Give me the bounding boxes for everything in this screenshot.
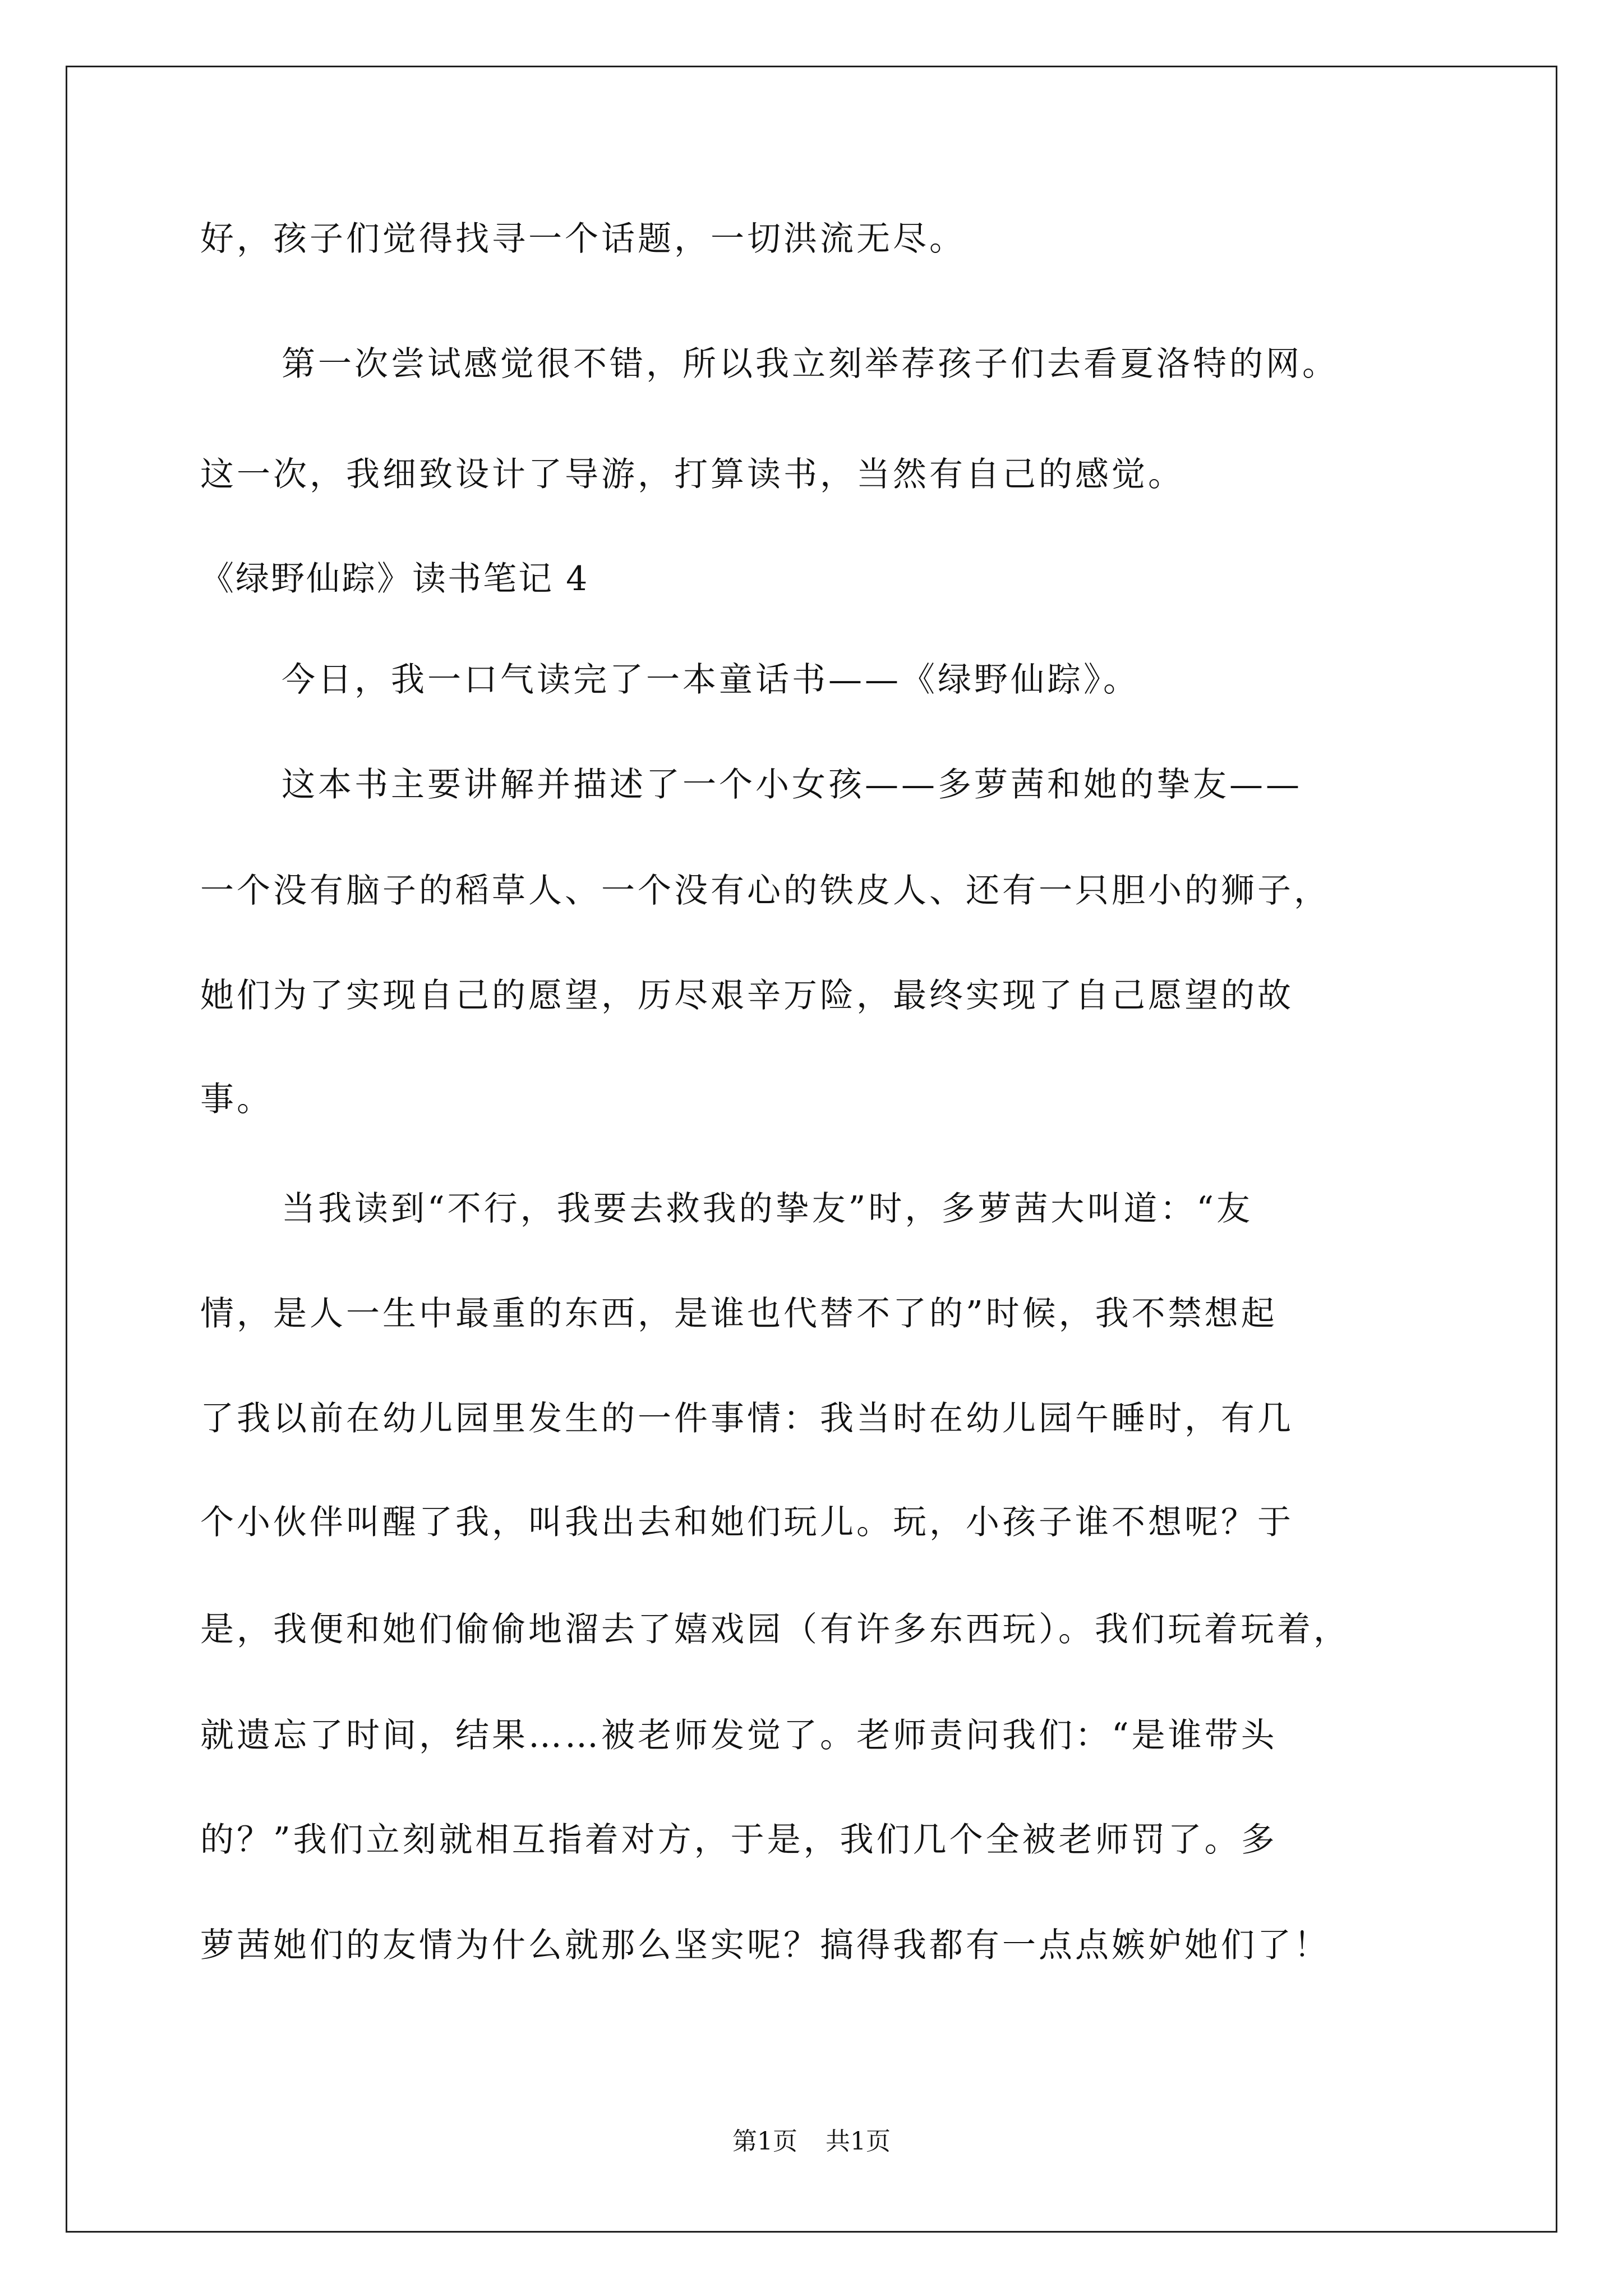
section-title: 《绿野仙踪》读书笔记 4 <box>200 559 589 599</box>
paragraph-line: 事。 <box>200 1080 273 1119</box>
page-number: 第1页 <box>732 2127 797 2156</box>
paragraph-line: 了我以前在幼儿园里发生的一件事情：我当时在幼儿园午睡时，有几 <box>200 1399 1294 1438</box>
paragraph-line: 一个没有脑子的稻草人、一个没有心的铁皮人、还有一只胆小的狮子， <box>200 871 1330 910</box>
paragraph-line: 就遗忘了时间，结果……被老师发觉了。老师责问我们：“是谁带头 <box>200 1716 1278 1755</box>
paragraph-line: 今日，我一口气读完了一本童话书——《绿野仙踪》。 <box>282 660 1140 700</box>
paragraph-line: 好，孩子们觉得找寻一个话题，一切洪流无尽。 <box>200 219 966 259</box>
paragraph-line: 她们为了实现自己的愿望，历尽艰辛万险，最终实现了自己愿望的故 <box>200 976 1294 1015</box>
page-border <box>66 66 1557 2233</box>
paragraph-line: 个小伙伴叫醒了我，叫我出去和她们玩儿。玩，小孩子谁不想呢？于 <box>200 1503 1294 1542</box>
paragraph-line: 的？”我们立刻就相互指着对方，于是，我们几个全被老师罚了。多 <box>200 1820 1278 1860</box>
paragraph-line: 这本书主要讲解并描述了一个小女孩——多萝茜和她的挚友—— <box>282 765 1302 804</box>
paragraph-line: 当我读到“不行，我要去救我的挚友”时，多萝茜大叫道：“友 <box>282 1189 1253 1228</box>
paragraph-line: 是，我便和她们偷偷地溜去了嬉戏园（有许多东西玩）。我们玩着玩着， <box>200 1610 1350 1649</box>
paragraph-line: 萝茜她们的友情为什么就那么坚实呢？搞得我都有一点点嫉妒她们了！ <box>200 1926 1330 1965</box>
paragraph-line: 第一次尝试感觉很不错，所以我立刻举荐孩子们去看夏洛特的网。 <box>282 344 1339 384</box>
paragraph-line: 这一次，我细致设计了导游，打算读书，当然有自己的感觉。 <box>200 455 1184 494</box>
page-footer <box>0 2125 1623 2159</box>
page-total: 共1页 <box>826 2127 891 2156</box>
paragraph-line: 情，是人一生中最重的东西，是谁也代替不了的”时候，我不禁想起 <box>200 1294 1278 1333</box>
